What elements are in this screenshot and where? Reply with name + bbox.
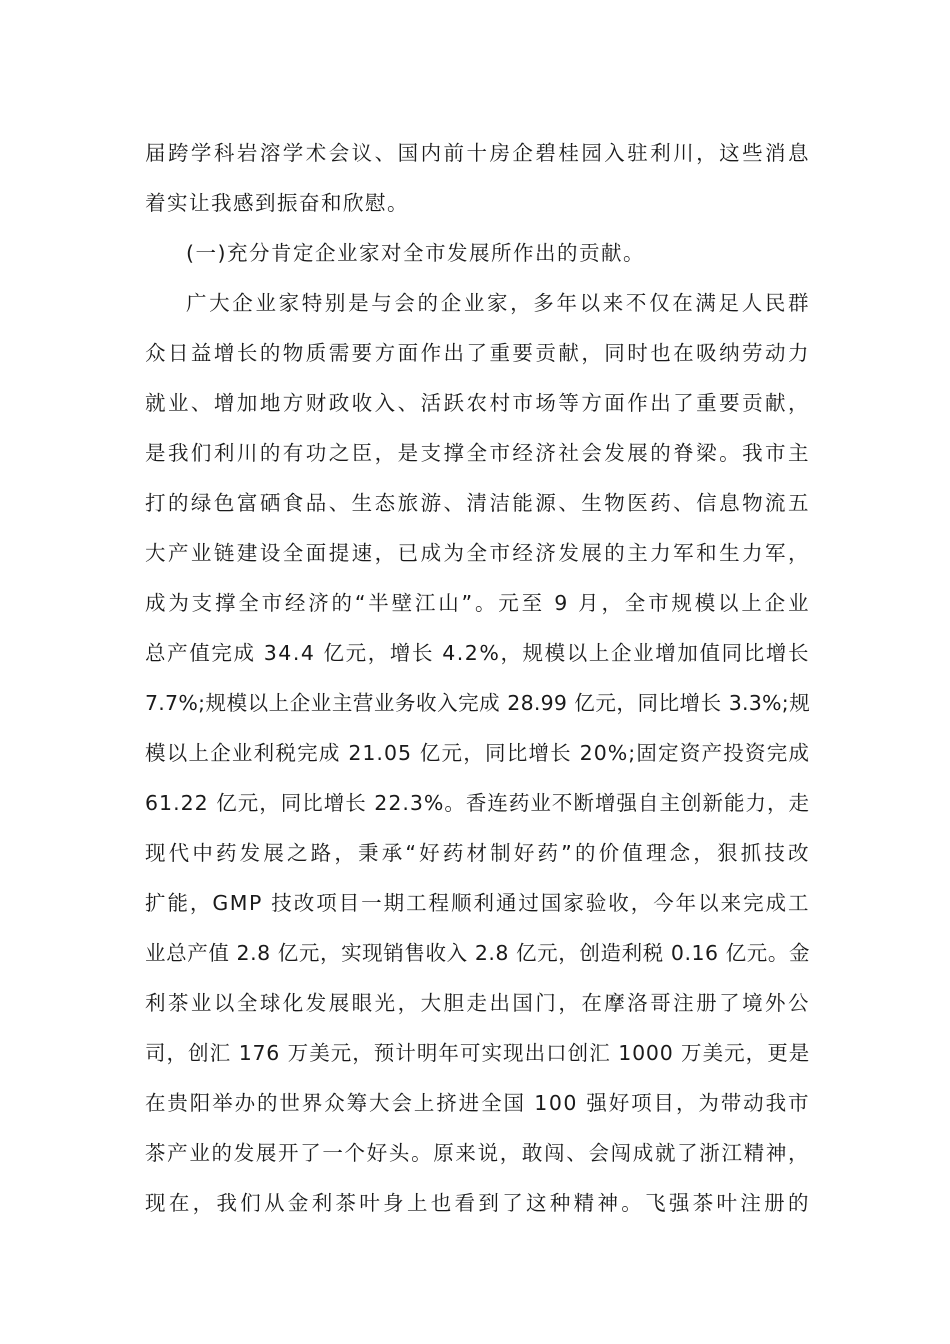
paragraph-line: 是我们利川的有功之臣，是支撑全市经济社会发展的脊梁。我市主	[145, 441, 810, 465]
paragraph-line: 在贵阳举办的世界众筹大会上挤进全国 100 强好项目，为带动我市	[145, 1091, 810, 1115]
paragraph-line: 模以上企业利税完成 21.05 亿元，同比增长 20%;固定资产投资完成	[145, 741, 810, 765]
paragraph-line: 61.22 亿元，同比增长 22.3%。香连药业不断增强自主创新能力，走	[145, 791, 810, 815]
paragraph-line: 着实让我感到振奋和欣慰。	[145, 191, 409, 215]
paragraph-line: 众日益增长的物质需要方面作出了重要贡献，同时也在吸纳劳动力	[145, 341, 810, 365]
paragraph-line: 打的绿色富硒食品、生态旅游、清洁能源、生物医药、信息物流五	[145, 491, 810, 515]
paragraph-line: 大产业链建设全面提速，已成为全市经济发展的主力军和生力军，	[145, 541, 810, 565]
paragraph-line: 7.7%;规模以上企业主营业务收入完成 28.99 亿元，同比增长 3.3%;规	[145, 691, 810, 715]
paragraph-line: 成为支撑全市经济的“半壁江山”。元至 9 月，全市规模以上企业	[145, 591, 810, 615]
paragraph-line: 利茶业以全球化发展眼光，大胆走出国门，在摩洛哥注册了境外公	[145, 991, 810, 1015]
paragraph-line: 现代中药发展之路，秉承“好药材制好药”的价值理念，狠抓技改	[145, 841, 810, 865]
paragraph-line: 司，创汇 176 万美元，预计明年可实现出口创汇 1000 万美元，更是	[145, 1041, 810, 1065]
section-heading: (一)充分肯定企业家对全市发展所作出的贡献。	[186, 241, 645, 265]
paragraph-line: 就业、增加地方财政收入、活跃农村市场等方面作出了重要贡献，	[145, 391, 810, 415]
paragraph-line: 广大企业家特别是与会的企业家，多年以来不仅在满足人民群	[186, 291, 810, 315]
paragraph-line: 茶产业的发展开了一个好头。原来说，敢闯、会闯成就了浙江精神，	[145, 1141, 810, 1165]
paragraph-line: 届跨学科岩溶学术会议、国内前十房企碧桂园入驻利川，这些消息	[145, 141, 810, 165]
paragraph-line: 现在，我们从金利茶叶身上也看到了这种精神。飞强茶叶注册的	[145, 1191, 810, 1215]
paragraph-line: 业总产值 2.8 亿元，实现销售收入 2.8 亿元，创造利税 0.16 亿元。金	[145, 941, 810, 965]
paragraph-line: 总产值完成 34.4 亿元，增长 4.2%，规模以上企业增加值同比增长	[145, 641, 810, 665]
paragraph-line: 扩能，GMP 技改项目一期工程顺利通过国家验收，今年以来完成工	[145, 891, 810, 915]
